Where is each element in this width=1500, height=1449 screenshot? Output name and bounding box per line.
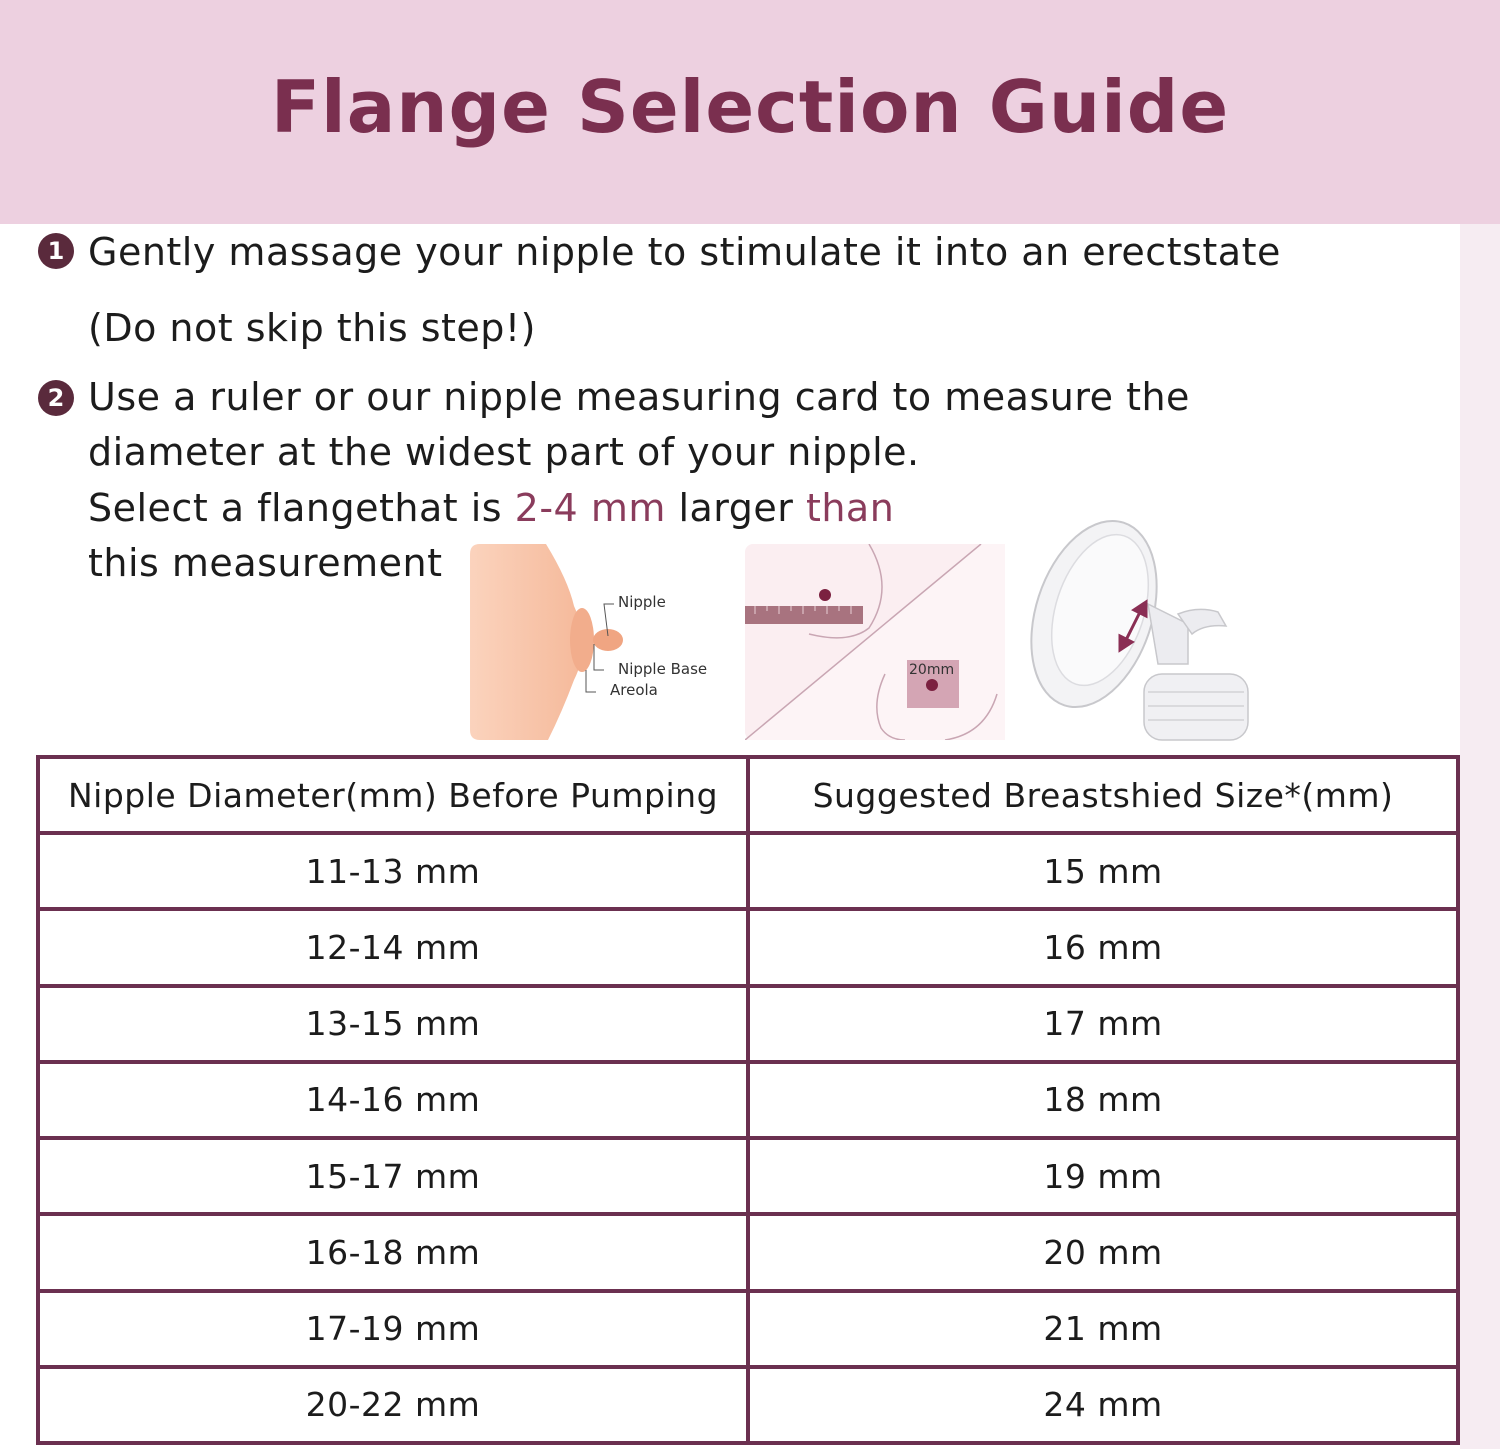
table-header-row: [38, 757, 1458, 833]
nipple-diameter-cell: 12-14 mm: [38, 909, 748, 985]
breastshield-size-cell: 17 mm: [748, 986, 1458, 1062]
flange-size-table: [36, 755, 1460, 1445]
step-2-text-line-1: Use a ruler or our nipple measuring card to measure the: [88, 375, 1190, 419]
nipple-diameter-cell: 14-16 mm: [38, 1062, 748, 1138]
areola-shape: [570, 608, 594, 672]
size-range-highlight: 2-4 mm: [514, 486, 666, 530]
step-2-select-text: Select a flangethat is: [88, 486, 515, 530]
table-row: [38, 1138, 1458, 1214]
step-2-text-line-4: this measurement: [88, 541, 443, 585]
bottle-collar-shape: [1144, 674, 1248, 740]
step-1-note: (Do not skip this step!): [88, 306, 536, 350]
nipple-diameter-cell: 15-17 mm: [38, 1138, 748, 1214]
step-2-text-line-2: diameter at the widest part of your nipple.: [88, 430, 920, 474]
measure-card-label: 20mm: [909, 662, 955, 678]
measuring-illustration: [745, 544, 1005, 740]
breastshield-size-cell: 21 mm: [748, 1291, 1458, 1367]
table-row: [38, 1291, 1458, 1367]
table-row: [38, 986, 1458, 1062]
breastshield-size-cell: 24 mm: [748, 1367, 1458, 1443]
step-1-number-icon: 1: [38, 233, 74, 269]
breastshield-size-cell: 16 mm: [748, 909, 1458, 985]
step-2-text-line-3: [88, 485, 894, 531]
nipple-diameter-cell: 16-18 mm: [38, 1214, 748, 1290]
table-row: [38, 909, 1458, 985]
table-row: [38, 833, 1458, 909]
table-row: [38, 1214, 1458, 1290]
table-row: [38, 1062, 1458, 1138]
breastshield-size-cell: 15 mm: [748, 833, 1458, 909]
breast-shape: [470, 544, 583, 740]
breastshield-size-cell: 20 mm: [748, 1214, 1458, 1290]
areola-label: Areola: [610, 681, 658, 699]
ruler-shape: [745, 606, 863, 624]
column-header-breastshield-size: Suggested Breastshied Size*(mm): [748, 757, 1458, 833]
nipple-diameter-cell: 17-19 mm: [38, 1291, 748, 1367]
nipple-diameter-cell: 11-13 mm: [38, 833, 748, 909]
breastshield-size-cell: 19 mm: [748, 1138, 1458, 1214]
column-header-nipple-diameter: Nipple Diameter(mm) Before Pumping: [38, 757, 748, 833]
step-1-text: Gently massage your nipple to stimulate it into an erectstate: [88, 230, 1281, 274]
nipple-diameter-cell: 20-22 mm: [38, 1367, 748, 1443]
nipple-diameter-cell: 13-15 mm: [38, 986, 748, 1062]
nipple-dot-top: [819, 589, 831, 601]
nipple-dot-bottom: [926, 679, 938, 691]
breast-shield-illustration: [1028, 514, 1258, 746]
step-2-number-icon: 2: [38, 380, 74, 416]
table-row: [38, 1367, 1458, 1443]
nipple-base-label: Nipple Base: [618, 660, 708, 678]
nipple-anatomy-illustration: [470, 544, 740, 740]
page-title: Flange Selection Guide: [270, 65, 1230, 149]
areola-leader-line: [586, 670, 596, 692]
breastshield-size-cell: 18 mm: [748, 1062, 1458, 1138]
right-edge-strip: [1460, 224, 1500, 1449]
larger-text: larger: [665, 486, 806, 530]
nipple-label: Nipple: [618, 593, 666, 611]
than-highlight: than: [805, 486, 895, 530]
